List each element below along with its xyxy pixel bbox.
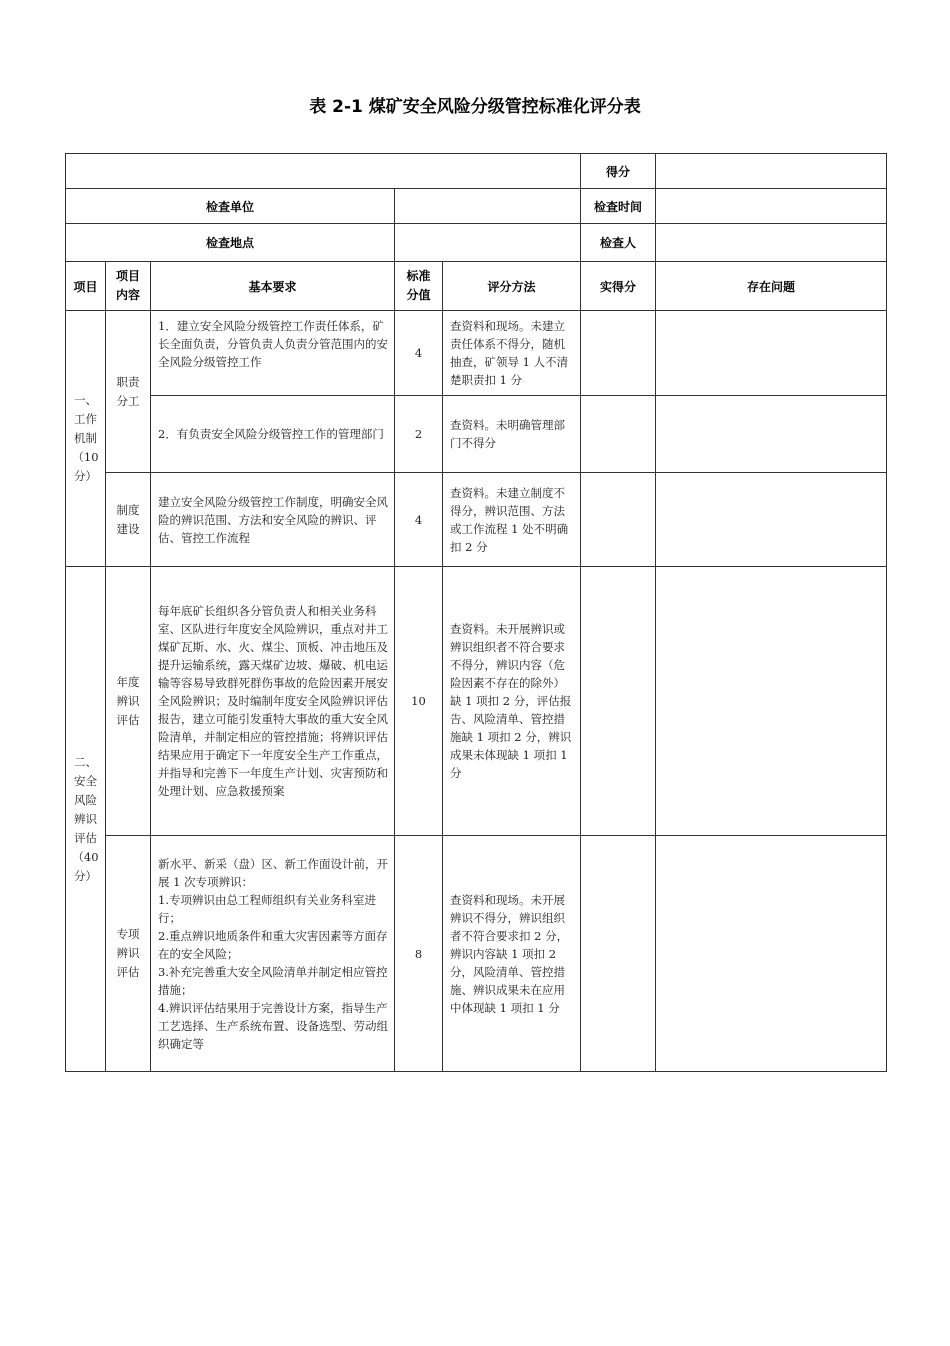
table-row xyxy=(66,836,887,1072)
section-2-name: 二、 安全 风险 辨识 评估 （40 分） xyxy=(66,567,106,1072)
score-blank-cell xyxy=(66,154,581,189)
inspect-unit-value-cell[interactable] xyxy=(395,189,581,224)
problems-cell[interactable] xyxy=(656,836,887,1072)
score-label: 得分 xyxy=(581,154,656,189)
col-scoring-method: 评分方法 xyxy=(443,262,581,311)
actual-score-cell[interactable] xyxy=(581,473,656,567)
column-header-row xyxy=(66,262,887,311)
sub-duty-division: 职责 分工 xyxy=(106,311,151,473)
score-row xyxy=(66,154,887,189)
problems-cell[interactable] xyxy=(656,567,887,836)
problems-cell[interactable] xyxy=(656,473,887,567)
requirement-cell: 新水平、新采（盘）区、新工作面设计前，开展 1 次专项辨识： 1.专项辨识由总工程师组织有关业务科室进行； 2.重点辨识地质条件和重大灾害因素等方面存在的安全风险； 3.补充完善重大安全风险清单并制定相应管控措施； 4.辨识评估结果用于完善设计方案，指导生产工艺选择、生产系统布置、设备选型、劳动组织确定等 xyxy=(151,836,395,1072)
actual-score-cell[interactable] xyxy=(581,567,656,836)
inspector-label: 检查人 xyxy=(581,224,656,262)
actual-score-cell[interactable] xyxy=(581,836,656,1072)
standard-score-cell: 8 xyxy=(395,836,443,1072)
sub-special-assessment: 专项 辨识 评估 xyxy=(106,836,151,1072)
scoring-method-cell: 查资料和现场。未开展辨识不得分，辨识组织者不符合要求扣 2 分，辨识内容缺 1 项扣 2 分，风险清单、管控措施、辨识成果未在应用中体现缺 1 项扣 1 分 xyxy=(443,836,581,1072)
section-1-name: 一、 工作 机制 （10 分） xyxy=(66,311,106,567)
sub-system-building: 制度 建设 xyxy=(106,473,151,567)
table-row xyxy=(66,567,887,836)
problems-cell[interactable] xyxy=(656,311,887,396)
standard-score-cell: 10 xyxy=(395,567,443,836)
inspect-time-value-cell[interactable] xyxy=(656,189,887,224)
scoring-method-cell: 查资料。未明确管理部门不得分 xyxy=(443,396,581,473)
col-item: 项目 xyxy=(66,262,106,311)
col-item-content: 项目 内容 xyxy=(106,262,151,311)
inspect-place-label: 检查地点 xyxy=(66,224,395,262)
scoring-method-cell: 查资料。未开展辨识或辨识组织者不符合要求不得分，辨识内容（危险因素不存在的除外）缺 1 项扣 2 分，评估报告、风险清单、管控措施缺 1 项扣 2 分，辨识成果未体现缺 1 项扣 1 分 xyxy=(443,567,581,836)
requirement-cell: 1．建立安全风险分级管控工作责任体系，矿长全面负责，分管负责人负责分管范围内的安全风险分级管控工作 xyxy=(151,311,395,396)
requirement-cell: 2．有负责安全风险分级管控工作的管理部门 xyxy=(151,396,395,473)
requirement-cell: 每年底矿长组织各分管负责人和相关业务科室、区队进行年度安全风险辨识，重点对井工煤矿瓦斯、水、火、煤尘、顶板、冲击地压及提升运输系统，露天煤矿边坡、爆破、机电运输等容易导致群死群伤事故的危险因素开展安全风险辨识；及时编制年度安全风险辨识评估报告，建立可能引发重特大事故的重大安全风险清单，并制定相应的管控措施；将辨识评估结果应用于确定下一年度安全生产工作重点，并指导和完善下一年度生产计划、灾害预防和处理计划、应急救援预案 xyxy=(151,567,395,836)
inspect-unit-label: 检查单位 xyxy=(66,189,395,224)
col-problems: 存在问题 xyxy=(656,262,887,311)
standard-score-cell: 2 xyxy=(395,396,443,473)
standard-score-cell: 4 xyxy=(395,473,443,567)
standard-score-cell: 4 xyxy=(395,311,443,396)
scoring-table xyxy=(65,153,887,1072)
scoring-method-cell: 查资料和现场。未建立责任体系不得分，随机抽查，矿领导 1 人不清楚职责扣 1 分 xyxy=(443,311,581,396)
table-row xyxy=(66,396,887,473)
score-value-cell[interactable] xyxy=(656,154,887,189)
actual-score-cell[interactable] xyxy=(581,396,656,473)
problems-cell[interactable] xyxy=(656,396,887,473)
actual-score-cell[interactable] xyxy=(581,311,656,396)
scoring-method-cell: 查资料。未建立制度不得分，辨识范围、方法或工作流程 1 处不明确扣 2 分 xyxy=(443,473,581,567)
inspect-time-label: 检查时间 xyxy=(581,189,656,224)
page-title: 表 2-1 煤矿安全风险分级管控标准化评分表 xyxy=(309,97,641,117)
col-basic-requirement: 基本要求 xyxy=(151,262,395,311)
col-standard-score: 标准 分值 xyxy=(395,262,443,311)
col-actual-score: 实得分 xyxy=(581,262,656,311)
requirement-cell: 建立安全风险分级管控工作制度，明确安全风险的辨识范围、方法和安全风险的辨识、评估、管控工作流程 xyxy=(151,473,395,567)
inspect-unit-row xyxy=(66,189,887,224)
inspect-place-value-cell[interactable] xyxy=(395,224,581,262)
sub-annual-assessment: 年度 辨识 评估 xyxy=(106,567,151,836)
table-row xyxy=(66,311,887,396)
inspect-place-row xyxy=(66,224,887,262)
inspector-value-cell[interactable] xyxy=(656,224,887,262)
table-row xyxy=(66,473,887,567)
